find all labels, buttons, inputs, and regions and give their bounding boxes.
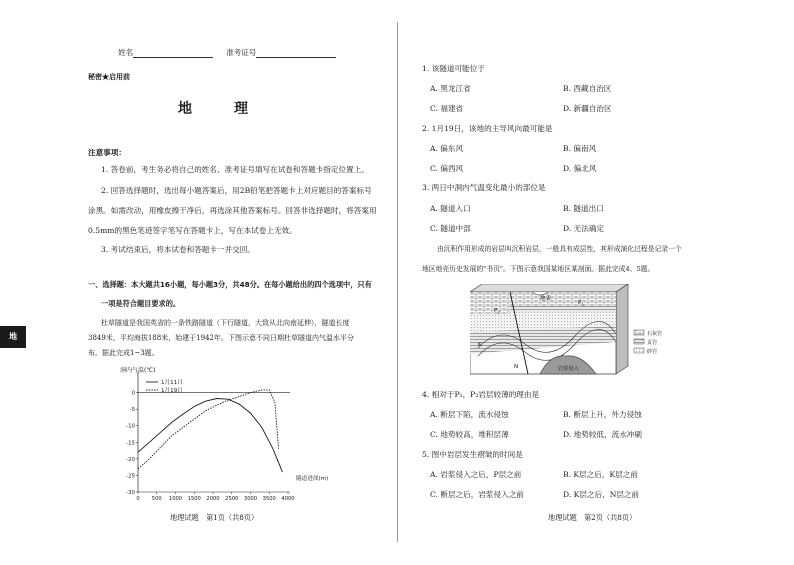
chart-x-axis-label: 隧道进深(m) <box>296 476 329 482</box>
q1-option-d: D. 新疆自治区 <box>563 104 612 113</box>
q2-stem: 2. 1月19日，该地的主导风向最可能是 <box>422 124 553 133</box>
x-tick-label: 2500 <box>225 496 239 502</box>
q1-stem: 1. 该隧道可能位于 <box>422 64 485 73</box>
q5-stem: 5. 图中岩层发生褶皱的时间是 <box>422 450 523 459</box>
label-magma: 岩浆侵入 <box>558 366 579 372</box>
legend-sandstone-label: 砂岩 <box>647 349 658 355</box>
x-tick-label: 4000 <box>281 496 295 502</box>
x-tick-label: 500 <box>151 496 162 502</box>
legend-limestone-label: 石灰岩 <box>647 331 663 337</box>
y-tick-label: 0 <box>131 390 135 397</box>
q3-option-c: C. 隧道中部 <box>430 224 471 233</box>
q4-option-b: B. 断层上升，外力侵蚀 <box>563 410 642 419</box>
label-p1-main: P <box>578 300 582 306</box>
label-p2 <box>494 308 500 315</box>
x-tick-label: 3000 <box>243 496 258 502</box>
q3-option-a: A. 隧道入口 <box>430 204 471 213</box>
legend-shale-label: 页岩 <box>647 340 658 346</box>
right-page-footer: 地理试题 第2页（共8页） <box>548 513 637 522</box>
label-p1 <box>578 300 584 307</box>
chart-series <box>138 390 282 472</box>
q4-stem: 4. 相对于P₁，P₂岩层较薄的理由是 <box>422 390 540 399</box>
label-p2-sub: 2 <box>497 309 500 315</box>
intro2-line2: 地区地壳历史发展的"书页"。下图示意我国某地区某剖面。据此完成4、5题。 <box>422 265 655 273</box>
x-tick-label: 1000 <box>168 496 183 502</box>
y-tick-label: -10 <box>126 423 135 430</box>
secret-mark: 秘密★启用前 <box>88 72 130 81</box>
q2-option-d: D. 偏北风 <box>563 164 597 173</box>
q3-option-d: D. 无法确定 <box>563 224 605 233</box>
series-line-1 <box>138 399 282 473</box>
q3-stem: 3. 两日中洞内气温变化最小的部位是 <box>422 183 546 192</box>
q1-option-c: C. 福建省 <box>430 104 464 113</box>
notes-heading: 注意事项： <box>88 148 126 157</box>
subject-side-tab: 地 <box>0 326 26 348</box>
note-1: 1. 答卷前，考生务必将自己的姓名、准考证号填写在试卷和答题卡指定位置上。 <box>101 165 369 174</box>
x-tick-label: 0 <box>136 496 140 502</box>
note-2-line3: 0.5mm的黑色笔迹签字笔写在答题卡上，写在本试卷上无效。 <box>88 226 297 235</box>
q2-option-a: A. 偏东风 <box>430 144 464 153</box>
intro1-line1: 杜草隧道是我国英省的一条铁路隧道（下行隧道，大致从北向南延伸），隧道长度 <box>101 319 350 327</box>
q5-option-c: C. 断层之后，岩浆侵入之前 <box>430 490 524 499</box>
block-side-face <box>616 284 628 374</box>
intro1-line2: 3849米，平均海拔188米，始建于1942年。下图示意不同日期杜草隧道内气温水平分 <box>88 334 354 342</box>
q3-option-b: B. 隧道出口 <box>563 204 604 213</box>
exam-no-label: 准考证号 <box>226 48 257 57</box>
left-page-footer: 地理试题 第1页（共8页） <box>170 513 259 522</box>
chart-ticks <box>126 391 294 502</box>
legend-limestone-swatch <box>634 330 644 335</box>
x-tick-label: 2000 <box>206 496 220 502</box>
name-label-row <box>118 48 336 58</box>
section-heading-line2: 一项是符合题目要求的。 <box>101 299 181 308</box>
tunnel-temperature-chart <box>110 362 350 507</box>
q2-option-c: C. 偏西风 <box>430 164 464 173</box>
q4-option-a: A. 断层下陷，流水侵蚀 <box>430 410 509 419</box>
q5-option-a: A. 岩浆侵入之后，P层之前 <box>430 470 522 479</box>
block-top-face <box>470 284 628 292</box>
y-tick-label: -20 <box>126 456 135 463</box>
name-label: 姓名 <box>118 48 134 57</box>
label-p1-sub: 1 <box>581 301 584 307</box>
note-2-line2: 涂黑。如需改动，用橡皮擦干净后，再选涂其他答案标号。回答非选择题时，将答案用 <box>88 206 377 215</box>
y-tick-label: -5 <box>129 407 135 414</box>
q4-option-c: C. 地势较高，堆积层薄 <box>430 430 509 439</box>
q1-option-a: A. 黑龙江省 <box>430 84 471 93</box>
series-line-2 <box>138 390 279 469</box>
label-surface: 地表 <box>540 296 552 302</box>
q1-option-b: B. 西藏自治区 <box>563 84 612 93</box>
legend-1-label: 1月11日 <box>161 380 183 386</box>
stratum-limestone-left <box>470 292 510 314</box>
y-tick-label: -25 <box>126 473 135 480</box>
note-3: 3. 考试结束后，将本试卷和答题卡一并交回。 <box>101 245 255 254</box>
section-heading-line1: 一、选择题：本大题共16小题，每小题3分，共48分。在每小题给出的四个选项中，只有 <box>88 280 372 289</box>
y-tick-label: -15 <box>126 440 135 447</box>
intro2-line1: 由沉积作用形成的岩层叫沉积岩层，一般具有成层性，其形成演化过程是记录一个 <box>437 245 682 253</box>
q5-option-b: B. K层之后，K层之前 <box>563 470 638 479</box>
exam-no-blank <box>256 49 336 58</box>
geologic-section-diagram <box>470 284 678 380</box>
legend-shale-swatch <box>634 339 644 344</box>
q5-option-d: D. K层之后，N层之前 <box>563 490 640 499</box>
chart-y-axis-label: 洞内气温(℃) <box>120 367 156 374</box>
stratum-limestone-right <box>510 292 616 306</box>
page-divider <box>397 22 398 542</box>
x-tick-label: 1500 <box>187 496 201 502</box>
label-p2-main: P <box>494 308 498 314</box>
stratum-shale-right <box>510 306 616 312</box>
y-tick-label: -30 <box>126 490 135 496</box>
label-n: N <box>514 364 519 370</box>
label-k: K <box>478 342 482 348</box>
page-title: 地 理 <box>178 101 262 117</box>
q4-option-d: D. 地势较低，流水冲刷 <box>563 430 642 439</box>
note-2-line1: 2. 回答选择题时，选出每小题答案后，用2B铅笔把答题卡上对应题目的答案标号 <box>101 186 372 195</box>
intro1-line3: 布。据此完成1~3题。 <box>88 349 159 357</box>
legend-sandstone-swatch <box>634 348 644 353</box>
legend-2-label: 1月19日 <box>161 388 183 394</box>
name-blank <box>133 49 213 58</box>
x-tick-label: 3500 <box>262 496 276 502</box>
q2-option-b: B. 偏南风 <box>563 144 597 153</box>
